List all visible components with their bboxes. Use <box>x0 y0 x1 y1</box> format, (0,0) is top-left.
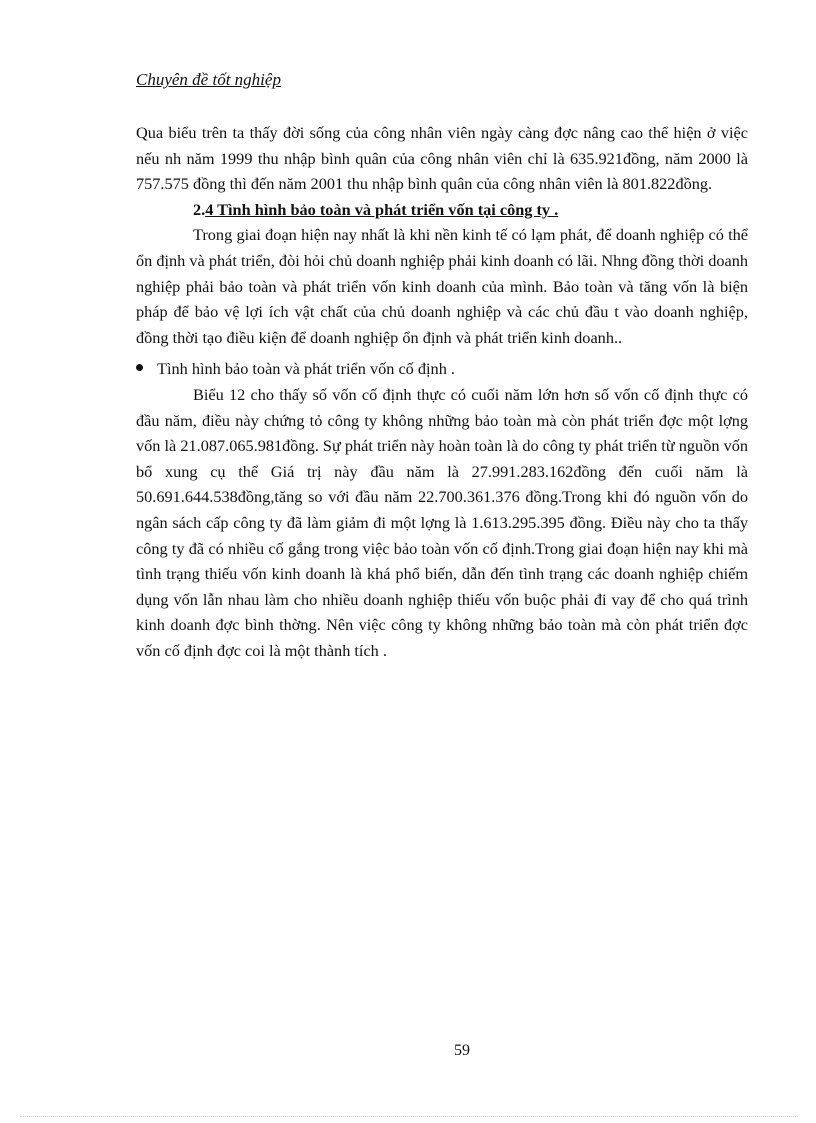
section-heading-prefix: 2. <box>193 199 206 219</box>
paragraph-capital-preservation: Trong giai đoạn hiện nay nhất là khi nền kinh tế có lạm phát, để doanh nghiệp có thể ổn định và phát triển, đòi hỏi chủ doanh nghiệp phải kinh doanh có lãi. Nhng đồng thời doanh nghiệp phải bảo toàn và phát triển vốn kinh doanh của mình. Bảo toàn và tăng vốn là biện pháp để bảo vệ lợi ích vật chất của chủ doanh nghiệp và các chủ đầu t vào doanh nghiệp, đồng thời tạo điều kiện để doanh nghiệp ổn định và phát triển kinh doanh.. <box>136 225 748 347</box>
bullet-item <box>136 356 748 382</box>
section-heading <box>136 197 748 223</box>
bottom-divider <box>20 1116 796 1117</box>
body-text <box>136 120 748 663</box>
bullet-item-text: Tình hình bảo toàn và phát triển vốn cố định . <box>157 359 455 379</box>
section-heading-text: 4 Tình hình bảo toàn và phát triển vốn tại công ty . <box>205 199 559 219</box>
page-number: 59 <box>454 1042 470 1059</box>
paragraph-income: Qua biểu trên ta thấy đời sống của công nhân viên ngày càng đợc nâng cao thể hiện ở việc nếu nh năm 1999 thu nhập bình quân của công nhân viên chỉ là 635.921đồng, năm 2000 là 757.575 đồng thì đến năm 2001 thu nhập bình quân của công nhân viên là 801.822đồng. <box>136 123 748 194</box>
page-header: Chuyên đề tốt nghiệp <box>136 70 281 89</box>
paragraph-fixed-capital: Biểu 12 cho thấy số vốn cố định thực có cuối năm lớn hơn số vốn cố định thực có đầu năm, điều này chứng tỏ công ty không những bảo toàn mà còn phát triển đợc một lợng vốn là 21.087.065.981đồng. Sự phát triển này hoàn toàn là do công ty phát triển từ nguồn vốn bổ xung cụ thể Giá trị này đầu năm là 27.991.283.162đồng đến cuối năm là 50.691.644.538đồng,tăng so với đầu năm 22.700.361.376 đồng.Trong khi đó nguồn vốn do ngân sách cấp công ty đã làm giảm đi một lợng là 1.613.295.395 đồng. Điều này cho ta thấy công ty đã có nhiều cố gắng trong việc bảo toàn vốn cố định.Trong giai đoạn hiện nay khi mà tình trạng thiếu vốn kinh doanh là khá phổ biến, dẫn đến tình trạng các doanh nghiệp chiếm dụng vốn lẫn nhau làm cho nhiều doanh nghiệp thiếu vốn buộc phải đi vay để cho quá trình kinh doanh đợc bình thờng. Nên việc công ty không những bảo toàn mà còn phát triển đợc vốn cố định đợc coi là một thành tích . <box>136 384 748 660</box>
bullet-icon <box>136 364 143 371</box>
